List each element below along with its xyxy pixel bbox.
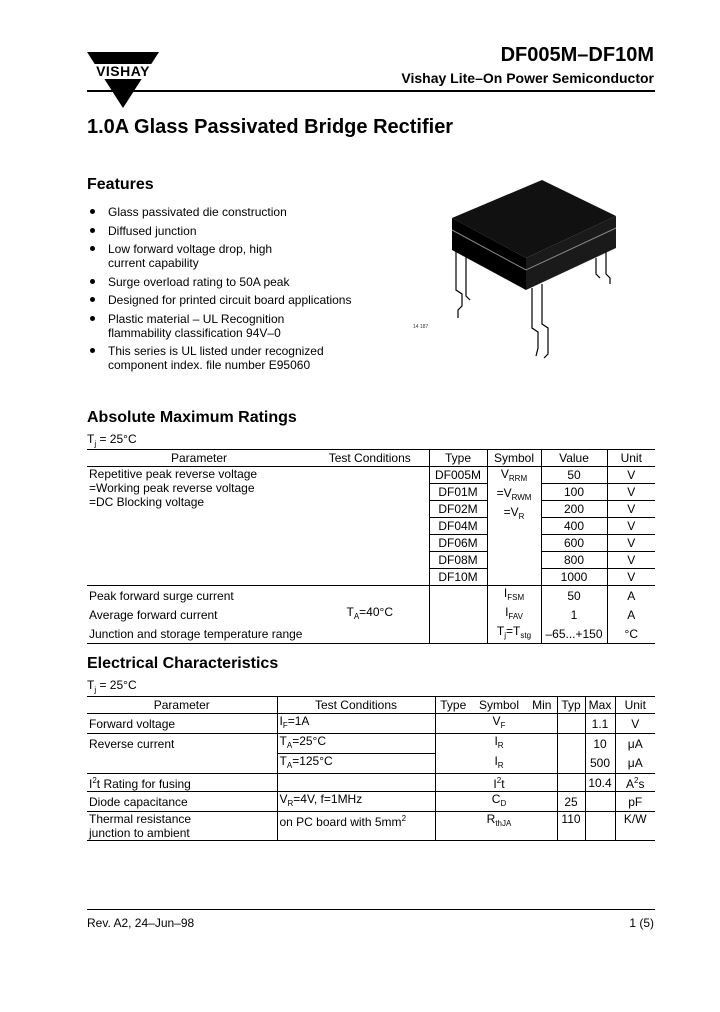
bridge-rectifier-package-icon xyxy=(430,178,630,360)
value-cell: 400 xyxy=(541,518,607,535)
unit-cell: V xyxy=(607,467,655,484)
table-row xyxy=(87,774,655,792)
header-divider xyxy=(87,90,655,92)
feature-item: Designed for printed circuit board applications xyxy=(87,293,387,307)
type-cell: DF01M xyxy=(429,484,487,501)
type-cell: DF10M xyxy=(429,569,487,586)
feature-item: This series is UL listed under recognized component index. file number E95060 xyxy=(87,344,353,372)
unit-cell: °C xyxy=(607,624,655,644)
col-header: Typ xyxy=(557,697,585,714)
col-header: Symbol xyxy=(487,450,541,467)
col-header: Parameter xyxy=(87,450,311,467)
param-cell: Average forward current xyxy=(89,607,218,622)
symbol-cell: $V_F$ xyxy=(471,714,527,734)
col-header: Min xyxy=(527,697,557,714)
param-cell: Reverse current xyxy=(89,736,175,751)
unit-cell: μA xyxy=(615,734,655,754)
features-list xyxy=(87,205,387,377)
unit-cell: K/W xyxy=(615,812,655,841)
col-header: Type xyxy=(429,450,487,467)
cond-cell: $T_A=25^\circ C$ xyxy=(277,734,435,754)
param-cell: $I^2t$ Rating for fusing xyxy=(87,774,277,792)
bullet-icon xyxy=(90,209,95,214)
bullet-icon xyxy=(90,348,95,353)
footer-divider xyxy=(87,909,655,910)
col-header: Unit xyxy=(607,450,655,467)
unit-cell: V xyxy=(615,714,655,734)
abs-max-temperature: $T_j = 25^\circ C$ xyxy=(87,432,137,449)
unit-cell: $A^2s$ xyxy=(615,774,655,792)
type-cell: DF06M xyxy=(429,535,487,552)
cond-cell: $V_R=4V$, f=1MHz xyxy=(277,792,435,812)
table-row xyxy=(87,467,655,484)
unit-cell: V xyxy=(607,552,655,569)
bullet-icon xyxy=(90,246,95,251)
symbol-cell: $T_j=T_{stg}$ xyxy=(487,624,541,644)
symbol-cell: $I_{FSM}$ xyxy=(487,586,541,606)
electrical-heading: Electrical Characteristics xyxy=(87,655,279,672)
symbol-cell: $C_D$ xyxy=(471,792,527,812)
bullet-icon xyxy=(90,316,95,321)
cond-cell: on PC board with $5mm^2$ xyxy=(277,812,435,841)
unit-cell: V xyxy=(607,501,655,518)
document-title: 1.0A Glass Passivated Bridge Rectifier xyxy=(87,116,454,138)
vishay-logo xyxy=(87,52,159,110)
unit-cell: V xyxy=(607,518,655,535)
unit-cell: A xyxy=(607,605,655,624)
cond-cell: $I_F=1A$ xyxy=(277,714,435,734)
col-header: Symbol xyxy=(471,697,527,714)
unit-cell: μA xyxy=(615,754,655,774)
cond-cell xyxy=(311,624,429,644)
table-header-row xyxy=(87,697,655,714)
table-row xyxy=(87,714,655,734)
vishay-logo-triangle-icon xyxy=(87,52,159,110)
type-cell: DF02M xyxy=(429,501,487,518)
param-cell: Junction and storage temperature range xyxy=(87,624,311,644)
value-cell: 50 xyxy=(541,586,607,606)
unit-cell: pF xyxy=(615,792,655,812)
type-cell: DF005M xyxy=(429,467,487,484)
voltage-param-cell: Repetitive peak reverse voltage =Working peak reverse voltage =DC Blocking voltage xyxy=(89,467,258,509)
col-header: Test Conditions xyxy=(277,697,435,714)
table-row xyxy=(87,605,655,624)
features-heading: Features xyxy=(87,176,154,193)
symbol-cell: $R_{thJA}$ xyxy=(471,812,527,841)
param-cell: Peak forward surge current xyxy=(87,586,311,606)
symbol-cell: $I_R$ xyxy=(471,754,527,774)
feature-item: Diffused junction xyxy=(87,224,387,238)
col-header: Value xyxy=(541,450,607,467)
value-cell: 1000 xyxy=(541,569,607,586)
max-cell: 10.4 xyxy=(585,774,615,792)
symbol-cell: $I_{FAV}$ xyxy=(487,605,541,624)
package-illustration xyxy=(430,178,630,360)
value-cell: 100 xyxy=(541,484,607,501)
cond-cell: $T_A=125^\circ C$ xyxy=(277,754,435,774)
value-cell: 1 xyxy=(541,605,607,624)
cond-cell xyxy=(311,586,429,606)
table-row xyxy=(87,812,655,841)
max-cell: 1.1 xyxy=(585,714,615,734)
unit-cell: A xyxy=(607,586,655,606)
max-cell: 10 xyxy=(585,734,615,754)
revision-text: Rev. A2, 24–Jun–98 xyxy=(87,916,195,930)
feature-item: Low forward voltage drop, high current capability xyxy=(87,242,298,270)
voltage-symbol-cell: $V_{RRM}$ $=V_{RWM}$ $=V_R$ xyxy=(487,467,541,586)
col-header: Unit xyxy=(615,697,655,714)
abs-max-heading: Absolute Maximum Ratings xyxy=(87,409,297,426)
company-line: Vishay Lite–On Power Semiconductor xyxy=(401,70,654,86)
symbol-cell: $I_R$ xyxy=(494,734,504,751)
table-header-row xyxy=(87,450,655,467)
vishay-logo-text: VISHAY xyxy=(96,63,150,79)
value-cell: –65...+150 xyxy=(541,624,607,644)
unit-cell: V xyxy=(607,569,655,586)
bullet-icon xyxy=(90,297,95,302)
value-cell: 800 xyxy=(541,552,607,569)
table-row xyxy=(87,754,655,774)
param-cell: Diode capacitance xyxy=(87,792,277,812)
unit-cell: V xyxy=(607,484,655,501)
feature-item: Plastic material – UL Recognition flammability classification 94V–0 xyxy=(87,312,323,340)
type-cell: DF04M xyxy=(429,518,487,535)
abs-max-table xyxy=(87,449,655,644)
part-range-title: DF005M–DF10M xyxy=(500,44,654,66)
col-header: Max xyxy=(585,697,615,714)
figure-label: 14 187 xyxy=(413,324,429,330)
col-header: Type xyxy=(435,697,471,714)
typ-cell: 25 xyxy=(557,792,585,812)
cond-cell: $T_A=40^\circ C$ xyxy=(346,605,393,621)
page-number: 1 (5) xyxy=(629,916,654,930)
max-cell: 500 xyxy=(585,754,615,774)
feature-item: Surge overload rating to 50A peak xyxy=(87,275,387,289)
param-cell: Thermal resistance junction to ambient xyxy=(87,812,277,841)
value-cell: 600 xyxy=(541,535,607,552)
electrical-temperature: $T_j = 25^\circ C$ xyxy=(87,678,137,695)
value-cell: 50 xyxy=(541,467,607,484)
param-cell: Forward voltage xyxy=(87,714,277,734)
table-row xyxy=(87,792,655,812)
col-header: Parameter xyxy=(87,697,277,714)
typ-cell: 110 xyxy=(557,812,585,841)
bullet-icon xyxy=(90,279,95,284)
symbol-cell: $I^2t$ xyxy=(471,774,527,792)
table-row xyxy=(87,734,655,754)
table-row xyxy=(87,586,655,606)
table-row xyxy=(87,624,655,644)
bullet-icon xyxy=(90,228,95,233)
unit-cell: V xyxy=(607,535,655,552)
col-header: Test Conditions xyxy=(311,450,429,467)
type-cell: DF08M xyxy=(429,552,487,569)
value-cell: 200 xyxy=(541,501,607,518)
feature-item: Glass passivated die construction xyxy=(87,205,387,219)
electrical-table xyxy=(87,696,655,841)
